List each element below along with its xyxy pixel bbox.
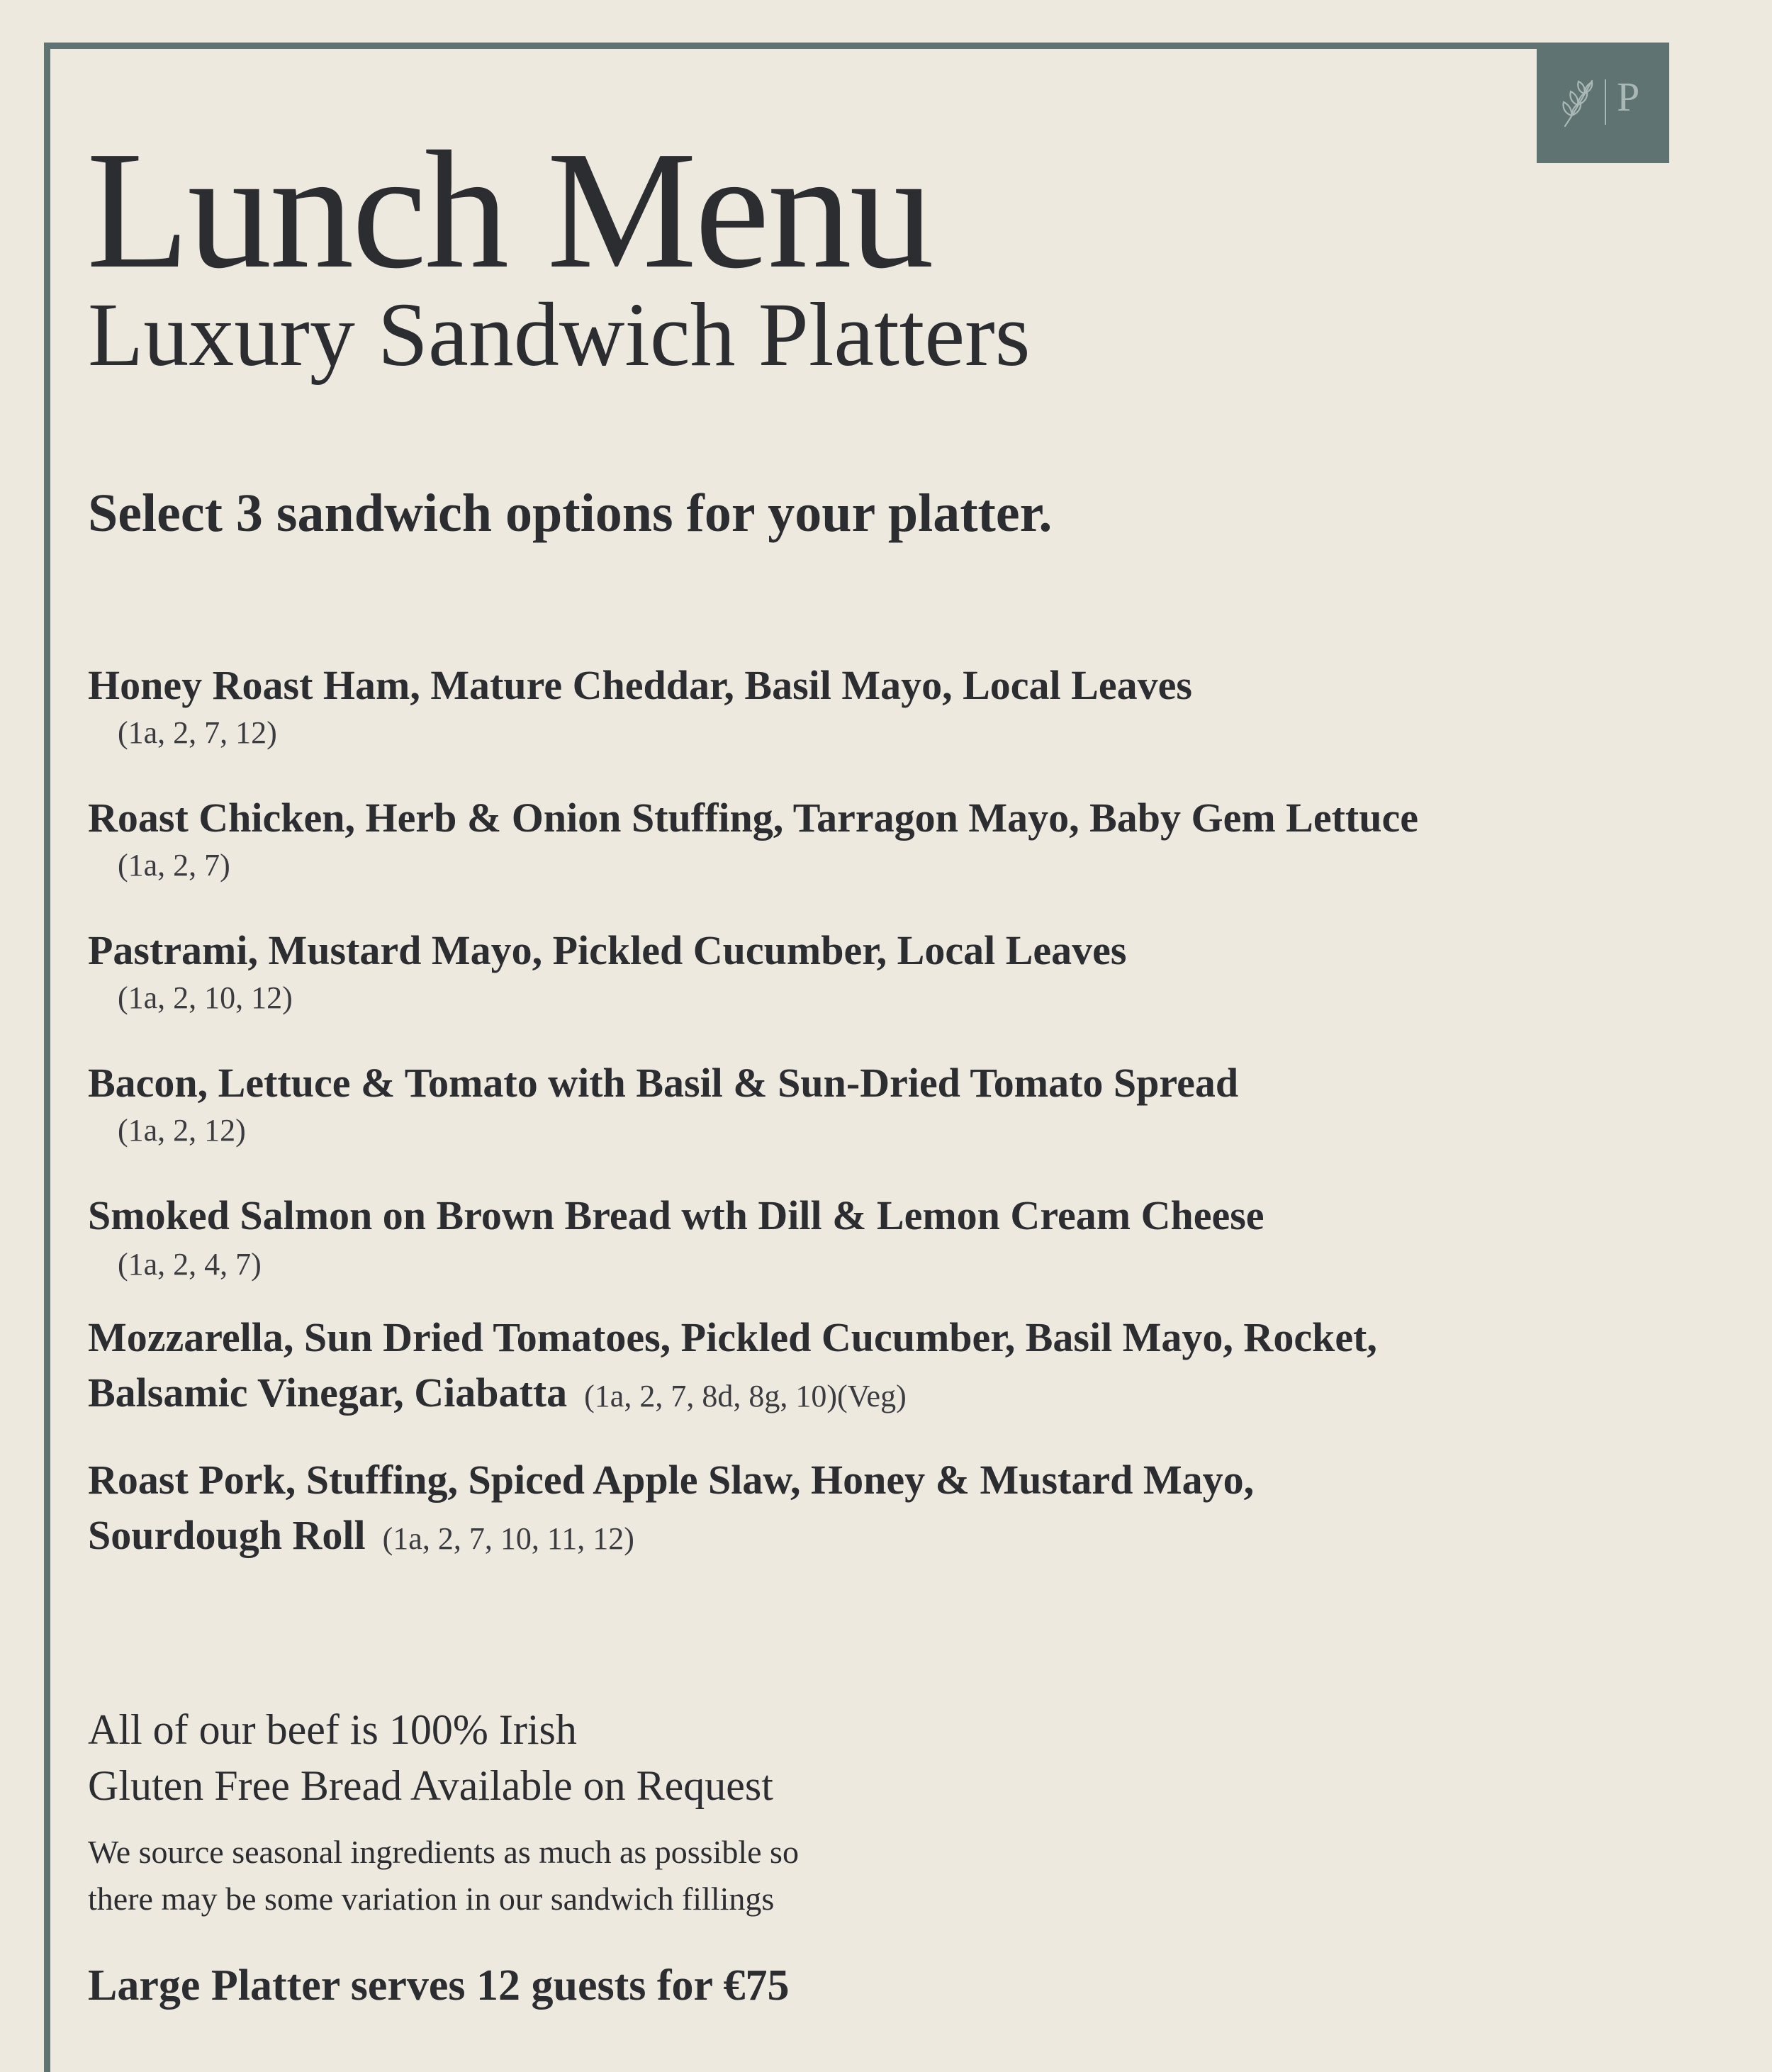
menu-item-name: Roast Chicken, Herb & Onion Stuffing, Tarragon Mayo, Baby Gem Lettuce	[88, 795, 1418, 841]
logo	[1537, 43, 1669, 163]
menu-item-name: Honey Roast Ham, Mature Cheddar, Basil Mayo, Local Leaves	[88, 662, 1192, 708]
menu-item-name: Pastrami, Mustard Mayo, Pickled Cucumber, Local Leaves	[88, 927, 1127, 973]
menu-item-allergens: (1a, 2, 7)	[118, 848, 230, 883]
menu-item-allergens: (1a, 2, 12)	[118, 1113, 246, 1148]
menu-item-allergens: (1a, 2, 7, 12)	[118, 715, 277, 750]
menu-item-name-line: Mozzarella, Sun Dried Tomatoes, Pickled Cucumber, Basil Mayo, Rocket,	[88, 1314, 1377, 1360]
menu-item-name-line: Roast Pork, Stuffing, Spiced Apple Slaw, Honey & Mustard Mayo,	[88, 1457, 1255, 1503]
note-gluten-free: Gluten Free Bread Available on Request	[88, 1762, 773, 1809]
menu-item-allergens: (1a, 2, 7, 8d, 8g, 10)(Veg)	[584, 1379, 907, 1413]
frame-top-border	[44, 43, 1540, 49]
menu-item-name: Bacon, Lettuce & Tomato with Basil & Sun-Dried Tomato Spread	[88, 1060, 1239, 1106]
page-title: Lunch Menu	[86, 117, 932, 303]
menu-item-allergens: (1a, 2, 4, 7)	[118, 1247, 262, 1282]
menu-item-allergens: (1a, 2, 10, 12)	[118, 980, 293, 1015]
menu-item-allergens: (1a, 2, 7, 10, 11, 12)	[382, 1521, 634, 1556]
menu-item-name-line	[88, 1508, 634, 1563]
leaf-icon	[1537, 43, 1669, 163]
menu-item-name-text: Balsamic Vinegar, Ciabatta	[88, 1370, 568, 1416]
note-beef: All of our beef is 100% Irish	[88, 1706, 577, 1753]
menu-item-name-text: Sourdough Roll	[88, 1512, 366, 1558]
menu-item-name: Smoked Salmon on Brown Bread wth Dill & Lemon Cream Cheese	[88, 1192, 1264, 1238]
page-subtitle: Luxury Sandwich Platters	[88, 284, 1031, 385]
logo-letter: P	[1617, 74, 1640, 120]
menu-item-name-line	[88, 1365, 907, 1421]
note-seasonal-line: there may be some variation in our sandwich fillings	[88, 1881, 775, 1917]
price-text: Large Platter serves 12 guests for €75	[88, 1961, 790, 2010]
note-seasonal-line: We source seasonal ingredients as much as possible so	[88, 1834, 799, 1870]
instruction-text: Select 3 sandwich options for your platter.	[88, 483, 1053, 543]
frame-left-border	[44, 43, 50, 2072]
